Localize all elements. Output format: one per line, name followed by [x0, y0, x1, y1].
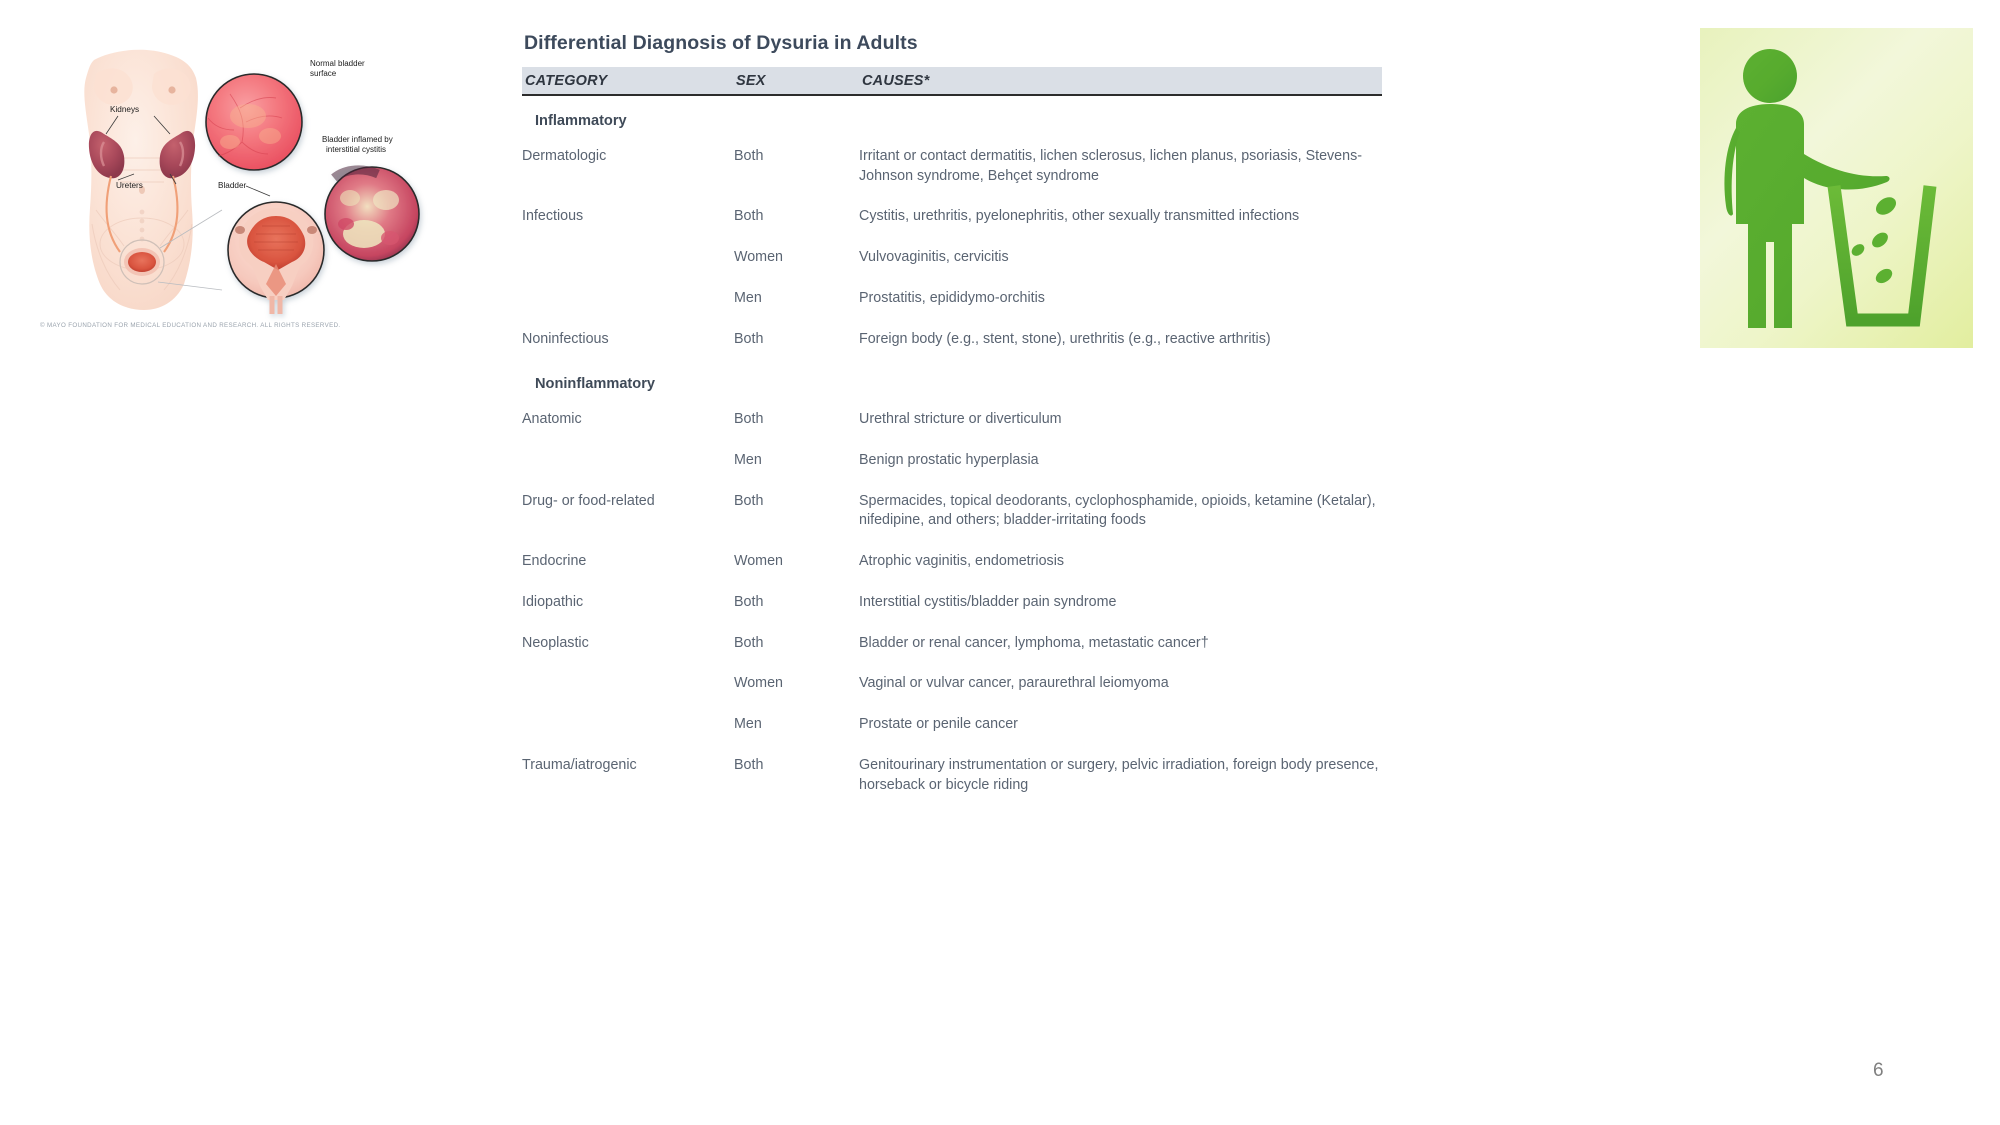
- section-label-inflammatory: Inflammatory: [535, 113, 627, 129]
- cell-causes: Vaginal or vulvar cancer, paraurethral leiomyoma: [859, 675, 1169, 692]
- table-row: [522, 582, 1382, 623]
- cell-sex: Women: [734, 249, 783, 266]
- cell-causes: Prostatitis, epididymo-orchitis: [859, 289, 1045, 306]
- page-number: 6: [1873, 1060, 1884, 1081]
- differential-diagnosis-table: [522, 67, 1382, 805]
- table-row: [522, 237, 1382, 278]
- table-row: [522, 136, 1382, 196]
- table-section-header-row: [522, 95, 1382, 136]
- label-normal-bladder-surface-line2: surface: [310, 69, 337, 78]
- cell-causes: Vulvovaginitis, cervicitis: [859, 249, 1009, 266]
- label-bladder: Bladder: [218, 181, 247, 190]
- person-body-shape: [1736, 104, 1890, 328]
- column-header-causes: CAUSES*: [859, 67, 1382, 95]
- cell-causes: Prostate or penile cancer: [859, 716, 1018, 733]
- cell-causes: Atrophic vaginitis, endometriosis: [859, 553, 1065, 570]
- table-row: [522, 704, 1382, 745]
- cell-sex: Men: [734, 289, 762, 306]
- differential-diagnosis-block: [522, 32, 1382, 805]
- cell-category: Endocrine: [522, 553, 587, 570]
- table-header-row: [522, 67, 1382, 95]
- table-section-header-row: [522, 359, 1382, 399]
- anatomy-illustration-svg: [34, 38, 454, 328]
- table-row: [522, 440, 1382, 481]
- label-inflamed-bladder-line2: interstitial cystitis: [326, 145, 387, 154]
- cell-category: Idiopathic: [522, 593, 584, 610]
- cell-causes: Foreign body (e.g., stent, stone), urethritis (e.g., reactive arthritis): [859, 330, 1271, 347]
- cell-causes: Urethral stricture or diverticulum: [859, 411, 1062, 428]
- table-row: [522, 399, 1382, 440]
- cell-causes: Cystitis, urethritis, pyelonephritis, other sexually transmitted infections: [859, 208, 1300, 225]
- cell-sex: Both: [734, 756, 764, 773]
- cell-category: Infectious: [522, 208, 584, 225]
- cell-sex: Both: [734, 593, 764, 610]
- cell-category: [522, 278, 734, 319]
- cell-causes: Benign prostatic hyperplasia: [859, 452, 1039, 469]
- cell-category: Trauma/iatrogenic: [522, 756, 637, 773]
- dispose-waste-icon: [1700, 28, 1973, 348]
- cell-causes: Irritant or contact dermatitis, lichen sclerosus, lichen planus, psoriasis, Stevens-Johnson syndrome, Behçet syndrome: [859, 148, 1362, 184]
- cell-sex: Both: [734, 492, 764, 509]
- column-header-sex: SEX: [734, 67, 859, 95]
- label-kidneys: Kidneys: [110, 105, 140, 114]
- cell-causes: Interstitial cystitis/bladder pain syndrome: [859, 593, 1117, 610]
- normal-bladder-surface-inset: [206, 74, 302, 170]
- label-normal-bladder-surface-line1: Normal bladder: [310, 59, 365, 68]
- cell-category: Drug- or food-related: [522, 492, 655, 509]
- green-pictogram-card: [1700, 28, 1973, 348]
- cell-category: Noninfectious: [522, 330, 609, 347]
- cell-sex: Both: [734, 208, 764, 225]
- cell-causes: Genitourinary instrumentation or surgery, pelvic irradiation, foreign body presence, horseback or bicycle riding: [859, 756, 1379, 793]
- table-header: [522, 67, 1382, 95]
- cell-causes: Spermacides, topical deodorants, cyclophosphamide, opioids, ketamine (Ketalar), nifedipine, and others; bladder-irritating foods: [859, 492, 1376, 529]
- cell-sex: Both: [734, 330, 764, 347]
- table-row: [522, 541, 1382, 582]
- table-row: [522, 196, 1382, 237]
- cell-category: [522, 704, 734, 745]
- table-title: Differential Diagnosis of Dysuria in Adults: [524, 32, 918, 54]
- cell-sex: Both: [734, 411, 764, 428]
- table-row: [522, 745, 1382, 805]
- table-row: [522, 319, 1382, 360]
- cell-sex: Men: [734, 452, 762, 469]
- label-ureters: Ureters: [116, 181, 143, 190]
- table-row: [522, 278, 1382, 319]
- person-head-shape: [1743, 49, 1797, 103]
- cell-sex: Both: [734, 634, 764, 651]
- section-label-noninflammatory: Noninflammatory: [535, 376, 656, 393]
- cell-sex: Men: [734, 716, 762, 733]
- cell-category: Dermatologic: [522, 148, 607, 164]
- anatomy-illustration: [34, 38, 454, 328]
- cell-sex: Both: [734, 148, 764, 164]
- falling-litter-group: [1849, 194, 1899, 286]
- column-header-category: CATEGORY: [522, 67, 734, 95]
- cell-sex: Women: [734, 553, 783, 570]
- inflamed-bladder-inset: [325, 167, 419, 261]
- cell-sex: Women: [734, 675, 783, 692]
- anatomy-copyright-credit: © MAYO FOUNDATION FOR MEDICAL EDUCATION AND RESEARCH. ALL RIGHTS RESERVED.: [40, 322, 341, 329]
- table-row: [522, 623, 1382, 664]
- cell-category: [522, 663, 734, 704]
- label-inflamed-bladder-line1: Bladder inflamed by: [322, 135, 393, 144]
- table-body: [522, 95, 1382, 805]
- bladder-cross-section-inset: [228, 202, 324, 314]
- table-row: [522, 481, 1382, 541]
- cell-category: [522, 440, 734, 481]
- cell-category: Anatomic: [522, 411, 582, 428]
- cell-category: Neoplastic: [522, 634, 589, 651]
- cell-causes: Bladder or renal cancer, lymphoma, metastatic cancer†: [859, 634, 1209, 651]
- cell-category: [522, 237, 734, 278]
- table-row: [522, 663, 1382, 704]
